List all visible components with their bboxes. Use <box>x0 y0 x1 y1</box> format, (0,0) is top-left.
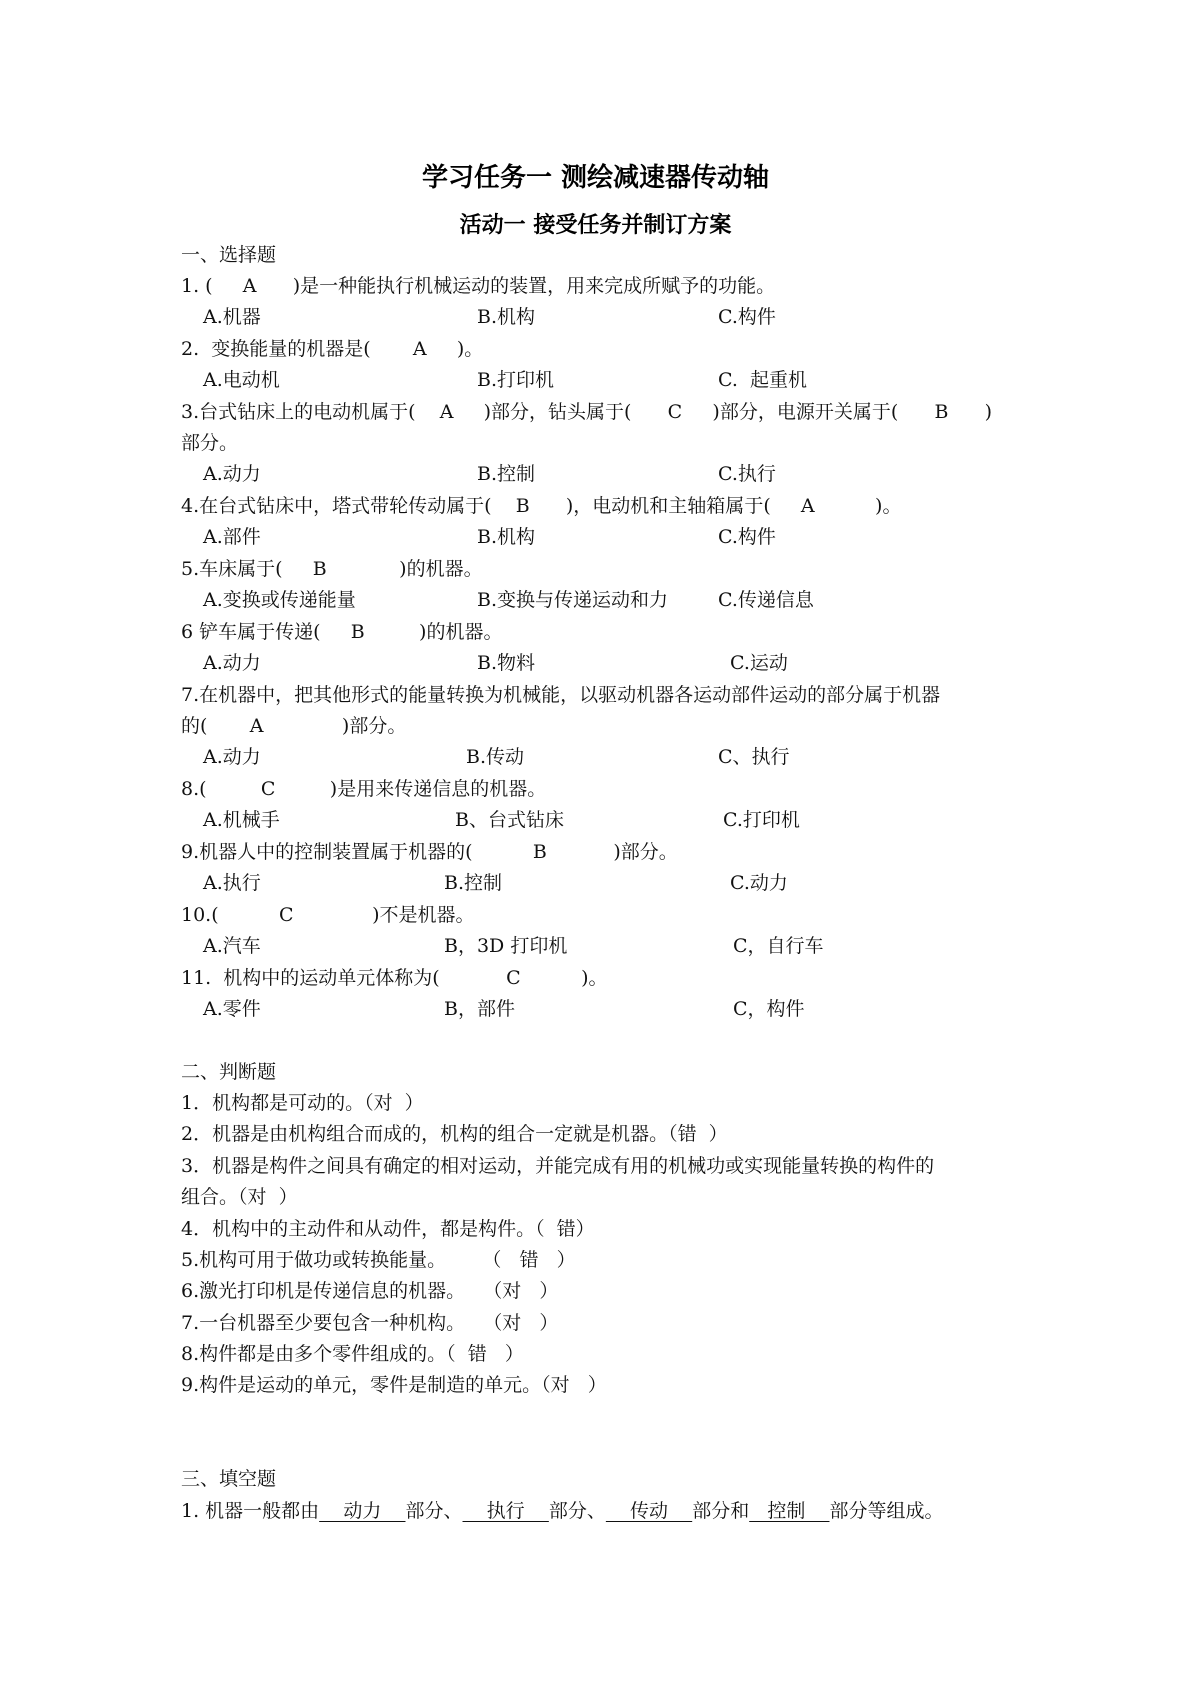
question-6: 6 铲车属于传递( B )的机器。 <box>181 621 503 643</box>
page-title: 学习任务一 测绘减速器传动轴 <box>421 163 770 193</box>
page-subtitle: 活动一 接受任务并制订方案 <box>459 213 732 238</box>
question-1: 1. ( A )是一种能执行机械运动的装置，用来完成所赋予的功能。 <box>181 275 776 297</box>
fill-text: 部分和 <box>692 1500 750 1522</box>
option-a: A.动力 <box>203 652 261 674</box>
option-c: C.动力 <box>730 872 788 894</box>
option-a: A.动力 <box>203 463 261 485</box>
judgement-line: 4．机构中的主动件和从动件，都是构件。（ 错） <box>181 1218 595 1240</box>
option-b: B.机构 <box>477 306 536 328</box>
option-c: C，自行车 <box>733 935 824 957</box>
option-b: B.变换与传递运动和力 <box>477 589 669 611</box>
option-b: B.打印机 <box>477 369 555 391</box>
judgement-line: 7.一台机器至少要包含一种机构。 （对 ） <box>181 1312 559 1334</box>
question-3: 3.台式钻床上的电动机属于( A )部分，钻头属于( C )部分，电源开关属于( B ) <box>181 401 993 423</box>
fill-text: 部分、 <box>548 1500 606 1522</box>
option-c: C.执行 <box>718 463 776 485</box>
fill-text: 1. 机器一般都由 <box>181 1500 320 1522</box>
option-a: A.电动机 <box>203 369 280 391</box>
option-b: B、台式钻床 <box>455 809 564 831</box>
option-b: B.控制 <box>444 872 503 894</box>
option-b: B.控制 <box>477 463 536 485</box>
judgement-line: 组合。（对 ） <box>181 1186 298 1208</box>
option-c: C.构件 <box>718 306 776 328</box>
option-a: A.零件 <box>203 998 261 1020</box>
fill-blank-answer: 控制 <box>749 1500 830 1522</box>
judgement-line: 3．机器是构件之间具有确定的相对运动，并能完成有用的机械功或实现能量转换的构件的 <box>181 1155 935 1177</box>
option-b: B.传动 <box>466 746 525 768</box>
judgement-line: 2．机器是由机构组合而成的，机构的组合一定就是机器。（错 ） <box>181 1123 728 1145</box>
fill-blank-answer: 动力 <box>319 1500 406 1522</box>
fill-blank-question-1 <box>181 1499 1011 1523</box>
option-a: A.部件 <box>203 526 261 548</box>
question-8: 8.( C )是用来传递信息的机器。 <box>181 778 547 800</box>
fill-blank-answer: 执行 <box>462 1500 549 1522</box>
question-9: 9.机器人中的控制装置属于机器的( B )部分。 <box>181 841 678 863</box>
option-b: B.物料 <box>477 652 536 674</box>
option-c: C.打印机 <box>723 809 800 831</box>
question-10: 10.( C )不是机器。 <box>181 904 475 926</box>
option-c: C.构件 <box>718 526 776 548</box>
judgement-line: 8.构件都是由多个零件组成的。（ 错 ） <box>181 1343 524 1365</box>
section-heading: 一、选择题 <box>181 244 277 266</box>
question-3-continued: 部分。 <box>181 432 239 454</box>
option-a: A.执行 <box>203 872 261 894</box>
option-c: C. 起重机 <box>718 369 807 391</box>
option-c: C，构件 <box>733 998 805 1020</box>
question-7-continued: 的( A )部分。 <box>181 715 407 737</box>
judgement-line: 1．机构都是可动的。（对 ） <box>181 1092 424 1114</box>
option-c: C.运动 <box>730 652 788 674</box>
judgement-line: 5.机构可用于做功或转换能量。 （ 错 ） <box>181 1249 576 1271</box>
question-11: 11. 机构中的运动单元体称为( C )。 <box>181 967 608 989</box>
question-2: 2. 变换能量的机器是( A )。 <box>181 338 484 360</box>
option-a: A.变换或传递能量 <box>203 589 356 611</box>
section-heading: 二、判断题 <box>181 1061 277 1083</box>
judgement-line: 6.激光打印机是传递信息的机器。 （对 ） <box>181 1280 559 1302</box>
option-b: B.机构 <box>477 526 536 548</box>
option-a: A.汽车 <box>203 935 261 957</box>
question-7: 7.在机器中，把其他形式的能量转换为机械能，以驱动机器各运动部件运动的部分属于机器 <box>181 684 941 706</box>
option-b: B，3D 打印机 <box>444 935 568 957</box>
option-a: A.机器 <box>203 306 261 328</box>
fill-text: 部分等组成。 <box>829 1500 944 1522</box>
option-c: C、执行 <box>718 746 790 768</box>
option-b: B，部件 <box>444 998 515 1020</box>
fill-blank-answer: 传动 <box>605 1500 693 1522</box>
option-a: A.机械手 <box>203 809 280 831</box>
question-4: 4.在台式钻床中，塔式带轮传动属于( B )，电动机和主轴箱属于( A )。 <box>181 495 902 517</box>
option-c: C.传递信息 <box>718 589 814 611</box>
judgement-line: 9.构件是运动的单元，零件是制造的单元。（对 ） <box>181 1374 607 1396</box>
option-a: A.动力 <box>203 746 261 768</box>
section-heading: 三、填空题 <box>181 1468 277 1490</box>
fill-text: 部分、 <box>405 1500 463 1522</box>
question-5: 5.车床属于( B )的机器。 <box>181 558 483 580</box>
